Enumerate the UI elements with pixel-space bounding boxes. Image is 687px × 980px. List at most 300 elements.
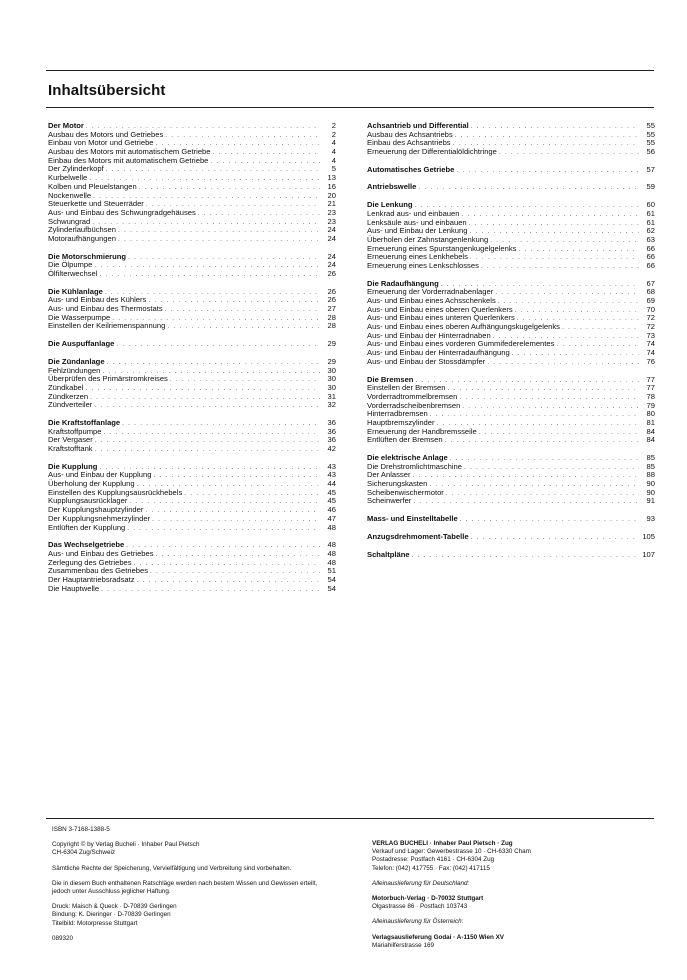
toc-entry-label: Entlüften der Kupplung <box>48 522 126 532</box>
toc-page-number: 66 <box>646 243 655 253</box>
toc-entry-label: Automatisches Getriebe <box>367 164 455 174</box>
toc-entry <box>48 585 336 594</box>
dot-leader <box>165 306 320 315</box>
toc-entry <box>367 436 655 445</box>
toc-entry-label: Motoraufhängungen <box>48 233 116 243</box>
toc-page-number: 90 <box>646 479 655 489</box>
toc-page-number: 20 <box>327 190 336 200</box>
imprint-line: Alleinauslieferung für Deutschland: <box>372 879 470 887</box>
toc-entry-label: Zerlegung des Getriebes <box>48 557 132 567</box>
toc-section <box>367 183 655 192</box>
toc-page-number: 61 <box>646 208 655 218</box>
toc-entry-label: Einbau des Achsantriebs <box>367 138 451 148</box>
toc-page-number: 55 <box>646 129 655 139</box>
toc-section <box>367 122 655 157</box>
toc-entry-label: Die Wasserpumpe <box>48 312 111 322</box>
toc-page-number: 46 <box>327 505 336 515</box>
spacer <box>52 873 352 880</box>
toc-page-number: 29 <box>327 356 336 366</box>
toc-page-number: 67 <box>646 278 655 288</box>
toc-entry-label: Aus- und Einbau der Lenkung <box>367 226 468 236</box>
toc-entry-label: Aus- und Einbau des Schwungradgehäuses <box>48 207 196 217</box>
toc-page-number: 66 <box>646 252 655 262</box>
dot-leader <box>94 402 320 411</box>
imprint-line: Titelbild: Motorpresse Stuttgart <box>52 919 138 927</box>
top-rule <box>46 70 654 71</box>
toc-page-number: 48 <box>327 548 336 558</box>
toc-entry-label: Zündkabel <box>48 382 84 392</box>
toc-entry-label: Achsantrieb und Differential <box>367 121 469 130</box>
spacer <box>372 826 662 833</box>
toc-entry-label: Erneuerung der Vorderradnabenlager <box>367 287 494 297</box>
toc-page-number: 72 <box>646 322 655 332</box>
toc-page-number: 28 <box>327 321 336 331</box>
toc-page-number: 47 <box>327 513 336 523</box>
toc-page-number: 4 <box>331 147 336 157</box>
toc-page-number: 85 <box>646 453 655 462</box>
spacer <box>52 896 352 903</box>
toc-entry-label: Aus- und Einbau eines unteren Querlenkers <box>367 313 515 323</box>
toc-entry-label: Die Radaufhängung <box>367 278 439 288</box>
toc-entry-label: Der Motor <box>48 121 84 130</box>
toc-page-number: 4 <box>331 138 336 148</box>
toc-entry-label: Die Bremsen <box>367 374 414 384</box>
toc-page-number: 42 <box>327 444 336 453</box>
toc-entry-label: Überholung der Kupplung <box>48 479 135 489</box>
toc-entry <box>367 262 655 271</box>
toc-section <box>48 288 336 331</box>
toc-section <box>48 253 336 279</box>
toc-entry-label: Überprüfen des Primärstromkreises <box>48 374 168 384</box>
toc-page-number: 24 <box>327 233 336 243</box>
toc-page-number: 30 <box>327 365 336 375</box>
toc-page-number: 26 <box>327 269 336 278</box>
toc-page-number: 48 <box>327 522 336 532</box>
toc-entry-label: Ölfilterwechsel <box>48 269 98 278</box>
toc-entry-label: Die elektrische Anlage <box>367 453 448 462</box>
dot-leader <box>99 271 320 280</box>
toc-entry-label: Zündkerzen <box>48 391 89 401</box>
dot-leader <box>512 350 639 359</box>
toc-page-number: 80 <box>646 409 655 419</box>
toc-page-number: 55 <box>646 121 655 130</box>
toc-entry-label: Aus- und Einbau eines oberen Aufhängungskugelgelenks <box>367 322 560 332</box>
dot-leader <box>460 516 639 525</box>
spacer <box>52 858 352 865</box>
dot-leader <box>103 429 320 438</box>
dot-leader <box>471 123 639 132</box>
dot-leader <box>487 359 639 368</box>
toc-page-number: 29 <box>327 339 336 349</box>
dot-leader <box>450 455 639 464</box>
toc-page-number: 77 <box>646 383 655 393</box>
dot-leader <box>462 403 639 412</box>
toc-page-number: 54 <box>327 574 336 584</box>
dot-leader <box>170 376 320 385</box>
dot-leader <box>556 341 639 350</box>
toc-entry-label: Die Ölpumpe <box>48 260 93 270</box>
toc-section <box>367 201 655 271</box>
toc-page-number: 4 <box>331 155 336 165</box>
dot-leader <box>430 411 639 420</box>
toc-page-number: 24 <box>327 251 336 261</box>
toc-entry-label: Die Zündanlage <box>48 356 105 366</box>
toc-page-number: 57 <box>646 164 655 174</box>
toc-entry-label: Aus- und Einbau der Hinterradaufhängung <box>367 348 510 358</box>
dot-leader <box>101 586 320 595</box>
toc-section <box>48 122 336 244</box>
toc-page-number: 60 <box>646 200 655 210</box>
page-title: Inhaltsübersicht <box>48 82 166 99</box>
dot-leader <box>90 394 320 403</box>
toc-section <box>367 280 655 367</box>
toc-chapter-heading <box>367 166 655 175</box>
dot-leader <box>118 236 320 245</box>
imprint-left <box>52 826 352 943</box>
dot-leader <box>126 542 320 551</box>
toc-page-number: 26 <box>327 286 336 296</box>
dot-leader <box>518 246 639 255</box>
toc-page-number: 30 <box>327 374 336 384</box>
toc-page-number: 85 <box>646 461 655 471</box>
imprint-right <box>372 826 662 950</box>
toc-page-number: 28 <box>327 312 336 322</box>
toc-page-number: 51 <box>327 566 336 576</box>
spacer <box>372 927 662 934</box>
dot-leader <box>412 552 639 561</box>
imprint-line: Die in diesem Buch enthaltenen Ratschläge werden nach bestem Wissen und Gewissen erteilt, <box>52 879 318 887</box>
dot-leader <box>152 516 320 525</box>
toc-page-number: 74 <box>646 339 655 349</box>
toc-entry <box>48 375 336 384</box>
dot-leader <box>418 184 639 193</box>
toc-page-number: 48 <box>327 557 336 567</box>
imprint-line: Mariahilferstrasse 169 <box>372 941 434 949</box>
toc-page-number: 56 <box>646 147 655 157</box>
dot-leader <box>85 385 320 394</box>
toc-entry-label: Erneuerung eines Spurstangenkugelgelenks <box>367 243 517 253</box>
dot-leader <box>213 149 321 158</box>
dot-leader <box>153 472 320 481</box>
toc-entry-label: Erneuerung eines Lenkhebels <box>367 252 468 262</box>
toc-page-number: 88 <box>646 470 655 480</box>
toc-entry-label: Aus- und Einbau eines vorderen Gummifederelementes <box>367 339 555 349</box>
toc-entry-label: Die Kühlanlage <box>48 286 103 296</box>
imprint-line: Bindung: K. Dieringer · D-70839 Gerlingen <box>52 911 171 919</box>
toc-entry-label: Der Anlasser <box>367 470 411 480</box>
toc-chapter-heading <box>367 515 655 524</box>
dot-leader <box>92 219 320 228</box>
toc-chapter-heading <box>48 340 336 349</box>
dot-leader <box>118 227 320 236</box>
dot-leader <box>148 297 320 306</box>
toc-entry-label: Steuerkette und Steuerräder <box>48 199 144 209</box>
imprint-line: Motorbuch-Verlag · D-70032 Stuttgart <box>372 895 484 903</box>
toc-section <box>367 515 655 524</box>
dot-leader <box>479 429 639 438</box>
dot-leader <box>122 420 320 429</box>
toc-page-number: 36 <box>327 426 336 436</box>
dot-leader <box>137 577 320 586</box>
toc-page-number: 66 <box>646 260 655 270</box>
toc-entry-label: Zylinderlaufbüchsen <box>48 225 116 235</box>
dot-leader <box>184 490 320 499</box>
dot-leader <box>456 167 639 176</box>
toc-page-number: 79 <box>646 400 655 410</box>
toc-entry-label: Einbau des Motors mit automatischem Getriebe <box>48 155 209 165</box>
toc-section <box>48 541 336 593</box>
toc-page-number: 61 <box>646 217 655 227</box>
toc-entry-label: Schaltpläne <box>367 549 410 559</box>
toc-page-number: 21 <box>327 199 336 209</box>
toc-entry-label: Einbau von Motor und Getriebe <box>48 138 154 148</box>
toc-chapter-heading <box>367 183 655 192</box>
toc-entry <box>48 165 336 174</box>
toc-entry-label: Lenksäule aus- und einbauen <box>367 217 467 227</box>
dot-leader <box>106 166 320 175</box>
toc-entry-label: Das Wechselgetriebe <box>48 540 125 550</box>
toc-page-number: 24 <box>327 225 336 235</box>
imprint-line: Verlagsauslieferung Godai · A-1150 Wien XV <box>372 933 504 941</box>
toc-entry <box>48 183 336 192</box>
toc-entry-label: Zündverteiler <box>48 400 93 410</box>
toc-page-number: 36 <box>327 417 336 427</box>
toc-page-number: 43 <box>327 470 336 480</box>
spacer <box>372 888 662 895</box>
toc-page-number: 23 <box>327 207 336 217</box>
toc-section <box>48 358 336 410</box>
toc-section <box>367 533 655 542</box>
dot-leader <box>107 359 320 368</box>
dot-leader <box>499 149 639 158</box>
toc-entry-label: Kupplungsausrücklager <box>48 496 128 506</box>
toc-entry-label: Die Drehstromlichtmaschine <box>367 461 462 471</box>
toc-entry-label: Aus- und Einbau der Hinterradnaben <box>367 330 491 340</box>
toc-entry-label: Nockenwelle <box>48 190 92 200</box>
dot-leader <box>95 437 320 446</box>
toc-entry-label: Der Hauptantriebsradsatz <box>48 574 135 584</box>
toc-page-number: 48 <box>327 540 336 550</box>
dot-leader <box>459 394 639 403</box>
toc-entry-label: Erneuerung der Handbremsseile <box>367 426 477 436</box>
imprint-line: Sämtliche Rechte der Speicherung, Vervielfältigung und Verbreitung sind vorbehalten. <box>52 864 292 872</box>
toc-page-number: 62 <box>646 226 655 236</box>
toc-page-number: 2 <box>331 129 336 139</box>
toc-left-column <box>48 122 336 602</box>
toc-entry-label: Die Kupplung <box>48 461 98 471</box>
toc-page-number: 73 <box>646 330 655 340</box>
toc-entry-label: Schwungrad <box>48 216 91 226</box>
imprint-line: Alleinauslieferung für Österreich: <box>372 918 464 926</box>
dot-leader <box>129 498 320 507</box>
toc-entry <box>48 445 336 454</box>
dot-leader <box>165 132 320 141</box>
toc-entry-label: Antriebswelle <box>367 182 417 192</box>
toc-entry-label: Der Zylinderkopf <box>48 164 104 174</box>
toc-page-number: 81 <box>646 417 655 427</box>
toc-entry-label: Die Lenkung <box>367 200 413 210</box>
toc-page-number: 59 <box>646 182 655 192</box>
toc-entry-label: Aus- und Einbau der Stossdämpfer <box>367 356 486 366</box>
toc-entry-label: Überholen der Zahnstangenlenkung <box>367 234 489 244</box>
dot-leader <box>198 210 320 219</box>
toc-entry-label: Hauptbremszylinder <box>367 417 435 427</box>
spacer <box>52 928 352 935</box>
toc-page-number: 2 <box>331 121 336 130</box>
toc-page-number: 23 <box>327 216 336 226</box>
imprint-line: CH-6304 Zug/Schweiz <box>52 849 115 857</box>
toc-page-number: 45 <box>327 496 336 506</box>
toc-right-column <box>367 122 655 568</box>
toc-page-number: 26 <box>327 295 336 305</box>
toc-entry <box>367 463 655 472</box>
toc-entry <box>367 358 655 367</box>
toc-section <box>367 166 655 175</box>
imprint-line: Copyright © by Verlag Bucheli · Inhaber Paul Pietsch <box>52 841 200 849</box>
toc-page-number: 107 <box>642 549 655 559</box>
toc-page-number: 72 <box>646 313 655 323</box>
toc-entry-label: Erneuerung eines Lenkschlosses <box>367 260 479 270</box>
toc-chapter-heading <box>367 551 655 560</box>
toc-entry-label: Ausbau des Motors und Getriebes <box>48 129 164 139</box>
toc-entry-label: Mass- und Einstelltabelle <box>367 514 458 524</box>
toc-page-number: 44 <box>327 479 336 489</box>
toc-page-number: 77 <box>646 374 655 384</box>
toc-page-number: 74 <box>646 348 655 358</box>
toc-entry-label: Fehlzündungen <box>48 365 101 375</box>
imprint-line: Verkauf und Lager: Gewerbestrasse 10 · CH-6330 Cham <box>372 848 531 856</box>
toc-entry-label: Lenkrad aus- und einbauen <box>367 208 460 218</box>
toc-entry <box>48 270 336 279</box>
toc-entry-label: Einstellen der Bremsen <box>367 383 446 393</box>
dot-leader <box>461 211 639 220</box>
toc-page-number: 68 <box>646 287 655 297</box>
toc-page-number: 24 <box>327 260 336 270</box>
dot-leader <box>415 377 639 386</box>
toc-entry <box>48 322 336 331</box>
toc-page-number: 54 <box>327 583 336 593</box>
toc-page-number: 45 <box>327 487 336 497</box>
title-rule <box>46 107 654 108</box>
toc-page-number: 16 <box>327 181 336 191</box>
toc-entry-label: Kraftstofftank <box>48 444 93 453</box>
dot-leader <box>94 262 320 271</box>
toc-entry <box>367 148 655 157</box>
toc-section <box>367 551 655 560</box>
toc-page-number: 70 <box>646 304 655 314</box>
toc-entry-label: Aus- und Einbau des Getriebes <box>48 548 154 558</box>
dot-leader <box>167 323 320 332</box>
toc-page-number: 43 <box>327 461 336 471</box>
toc-page-number: 76 <box>646 356 655 366</box>
toc-page-number: 32 <box>327 400 336 410</box>
toc-chapter-heading <box>367 533 655 542</box>
toc-page-number: 30 <box>327 382 336 392</box>
toc-entry-label: Aus- und Einbau des Kühlers <box>48 295 147 305</box>
dot-leader <box>498 298 639 307</box>
toc-section <box>367 454 655 506</box>
toc-entry-label: Entlüften der Bremsen <box>367 435 443 445</box>
toc-entry-label: Kolben und Pleuelstangen <box>48 181 137 191</box>
toc-entry-label: Scheinwerfer <box>367 496 412 506</box>
toc-section <box>48 340 336 349</box>
toc-entry-label: Vorderradtrommelbremsen <box>367 391 458 401</box>
dot-leader <box>495 289 639 298</box>
toc-page-number: 69 <box>646 296 655 305</box>
toc-entry-label: Vorderradscheibenbremsen <box>367 400 461 410</box>
imprint-line: 089320 <box>52 934 74 942</box>
toc-page-number: 13 <box>327 173 336 183</box>
toc-entry-label: Der Kupplungshauptzylinder <box>48 505 144 515</box>
dot-leader <box>455 132 639 141</box>
toc-page-number: 31 <box>327 391 336 401</box>
dot-leader <box>445 437 639 446</box>
toc-entry-label: Hinterradbremsen <box>367 409 428 419</box>
toc-entry-label: Kraftstoffpumpe <box>48 426 102 436</box>
toc-entry-label: Die Auspuffanlage <box>48 339 115 349</box>
imprint-line: ISBN 3-7168-1388-5 <box>52 826 110 833</box>
toc-section <box>367 376 655 446</box>
dot-leader <box>156 551 320 560</box>
toc-page-number: 55 <box>646 138 655 148</box>
dot-leader <box>429 481 639 490</box>
toc-entry-label: Erneuerung der Differentialöldichtringe <box>367 147 497 157</box>
imprint-line: Telefon: (042) 417755 · Fax: (042) 417115 <box>372 864 490 872</box>
spacer <box>372 833 662 840</box>
toc-entry-label: Die Kraftstoffanlage <box>48 417 121 427</box>
dot-leader <box>150 568 320 577</box>
toc-entry <box>48 401 336 410</box>
toc-page-number: 90 <box>646 487 655 497</box>
toc-entry-label: Aus- und Einbau der Kupplung <box>48 470 152 480</box>
toc-page-number: 63 <box>646 234 655 244</box>
toc-entry-label: Aus- und Einbau des Thermostats <box>48 304 163 314</box>
dot-leader <box>95 446 320 455</box>
toc-page-number: 84 <box>646 435 655 445</box>
toc-entry-label: Einstellen des Kupplungsausrückhebels <box>48 487 183 497</box>
dot-leader <box>448 385 639 394</box>
toc-entry-label: Die Motorschmierung <box>48 251 127 261</box>
toc-entry <box>48 209 336 218</box>
dot-leader <box>562 324 639 333</box>
toc-entry-label: Sicherungskasten <box>367 479 428 489</box>
toc-page-number: 105 <box>642 531 655 541</box>
imprint-line: Postadresse: Postfach 4161 · CH-6304 Zug <box>372 856 495 864</box>
toc-entry-label: Der Vergaser <box>48 435 93 445</box>
toc-entry-label: Die Hauptwelle <box>48 583 100 593</box>
toc-entry-label: Scheibenwischermotor <box>367 487 444 497</box>
toc-entry-label: Ausbau des Motors mit automatischem Getriebe <box>48 147 211 157</box>
footer-rule <box>46 818 654 819</box>
toc-section <box>48 463 336 533</box>
imprint-line: Druck: Maisch & Queck · D-70839 Gerlingen <box>52 903 177 911</box>
toc-entry <box>367 497 655 506</box>
toc-entry-label: Anzugsdrehmoment-Tabelle <box>367 531 469 541</box>
toc-page-number: 78 <box>646 391 655 401</box>
toc-entry <box>48 524 336 533</box>
toc-page-number: 84 <box>646 426 655 436</box>
dot-leader <box>481 263 639 272</box>
toc-page-number: 36 <box>327 435 336 445</box>
imprint-line: Olgastrasse 86 · Postfach 103743 <box>372 903 468 911</box>
spacer <box>372 873 662 880</box>
imprint-line: VERLAG BUCHELI · Inhaber Paul Pietsch · Zug <box>372 840 513 847</box>
dot-leader <box>134 560 320 569</box>
dot-leader <box>413 498 639 507</box>
toc-entry-label: Aus- und Einbau eines Achsschenkels <box>367 296 496 305</box>
toc-entry-label: Kurbelwelle <box>48 173 88 183</box>
dot-leader <box>469 220 639 229</box>
